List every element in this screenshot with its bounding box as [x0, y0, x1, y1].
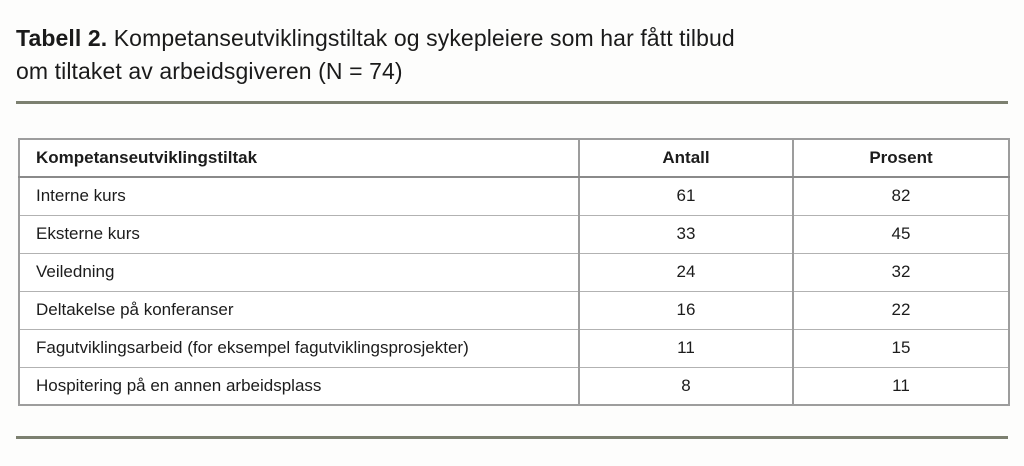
column-header-antall: Antall	[579, 139, 793, 177]
table-caption	[16, 22, 1008, 88]
cell-tiltak: Deltakelse på konferanser	[19, 291, 579, 329]
cell-tiltak: Veiledning	[19, 253, 579, 291]
cell-antall: 8	[579, 367, 793, 405]
cell-tiltak: Eksterne kurs	[19, 215, 579, 253]
cell-antall: 16	[579, 291, 793, 329]
cell-antall: 61	[579, 177, 793, 215]
cell-prosent: 22	[793, 291, 1009, 329]
cell-antall: 33	[579, 215, 793, 253]
top-divider-rule	[16, 101, 1008, 104]
table-header-row	[19, 139, 1009, 177]
cell-antall: 24	[579, 253, 793, 291]
cell-prosent: 82	[793, 177, 1009, 215]
table-caption-text-line1: Kompetanseutviklingstiltak og sykepleiere som har fått tilbud	[113, 25, 735, 51]
table-row	[19, 253, 1009, 291]
column-header-prosent: Prosent	[793, 139, 1009, 177]
table-caption-number: Tabell 2.	[16, 25, 108, 51]
table-row	[19, 367, 1009, 405]
table-row	[19, 215, 1009, 253]
cell-antall: 11	[579, 329, 793, 367]
column-header-tiltak: Kompetanseutviklingstiltak	[19, 139, 579, 177]
cell-prosent: 11	[793, 367, 1009, 405]
cell-prosent: 32	[793, 253, 1009, 291]
bottom-divider-rule	[16, 436, 1008, 439]
cell-prosent: 45	[793, 215, 1009, 253]
table-row	[19, 329, 1009, 367]
cell-tiltak: Fagutviklingsarbeid (for eksempel fagutviklingsprosjekter)	[19, 329, 579, 367]
cell-tiltak: Hospitering på en annen arbeidsplass	[19, 367, 579, 405]
competence-measures-table	[18, 138, 1010, 406]
cell-tiltak: Interne kurs	[19, 177, 579, 215]
table-caption-text-line2: om tiltaket av arbeidsgiveren (N = 74)	[16, 58, 403, 84]
cell-prosent: 15	[793, 329, 1009, 367]
table-row	[19, 177, 1009, 215]
table-row	[19, 291, 1009, 329]
